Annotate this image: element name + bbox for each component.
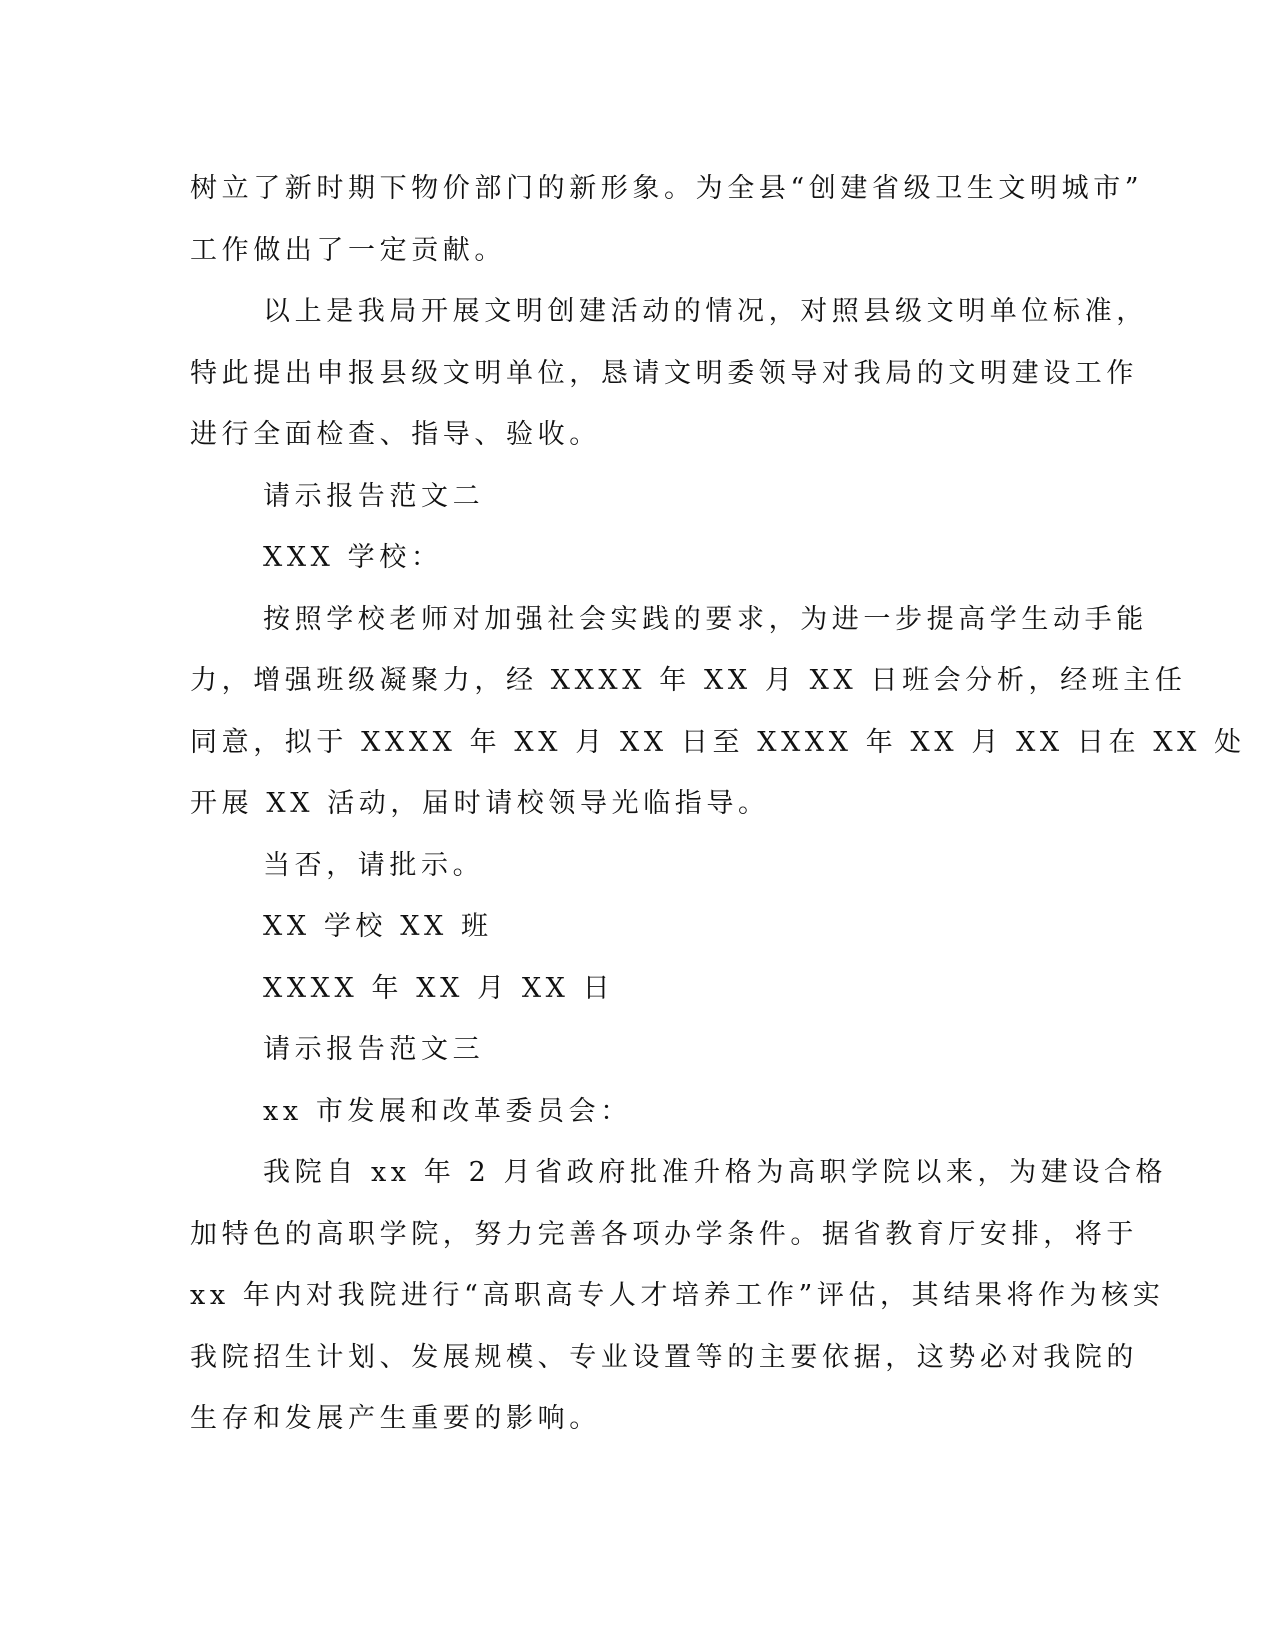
paragraph-line: xx 年内对我院进行“高职高专人才培养工作”评估，其结果将作为核实 [190, 1280, 1165, 1311]
paragraph-line: 生存和发展产生重要的影响。 [190, 1403, 601, 1434]
salutation: XXX 学校： [263, 542, 443, 573]
paragraph-line: 开展 XX 活动，届时请校领导光临指导。 [190, 788, 770, 819]
section-heading: 请示报告范文二 [263, 480, 485, 512]
signature-line: XX 学校 XX 班 [263, 911, 493, 942]
paragraph-line: 加特色的高职学院，努力完善各项办学条件。据省教育厅安排，将于 [190, 1218, 1138, 1250]
paragraph-line: 特此提出申报县级文明单位，恳请文明委领导对我局的文明建设工作 [190, 357, 1138, 389]
paragraph-line: 按照学校老师对加强社会实践的要求，为进一步提高学生动手能 [263, 603, 1148, 635]
document-body [190, 158, 1246, 1450]
paragraph-line: 进行全面检查、指导、验收。 [190, 419, 601, 450]
paragraph-line: 工作做出了一定贡献。 [190, 234, 506, 266]
paragraph-line: 力，增强班级凝聚力，经 XXXX 年 XX 月 XX 日班会分析，经班主任 [190, 665, 1187, 696]
date-line: XXXX 年 XX 月 XX 日 [263, 972, 615, 1004]
salutation: xx 市发展和改革委员会： [263, 1095, 632, 1127]
closing-line: 当否，请批示。 [263, 849, 485, 881]
section-heading: 请示报告范文三 [263, 1034, 485, 1065]
paragraph-line: 我院自 xx 年 2 月省政府批准升格为高职学院以来，为建设合格 [263, 1157, 1168, 1188]
paragraph-line: 树立了新时期下物价部门的新形象。为全县“创建省级卫生文明城市” [190, 173, 1144, 204]
paragraph-line: 我院招生计划、发展规模、专业设置等的主要依据，这势必对我院的 [190, 1341, 1138, 1373]
paragraph-line: 同意，拟于 XXXX 年 XX 月 XX 日至 XXXX 年 XX 月 XX 日在 XX 处 [190, 726, 1246, 758]
paragraph-line: 以上是我局开展文明创建活动的情况，对照县级文明单位标准， [263, 296, 1148, 327]
